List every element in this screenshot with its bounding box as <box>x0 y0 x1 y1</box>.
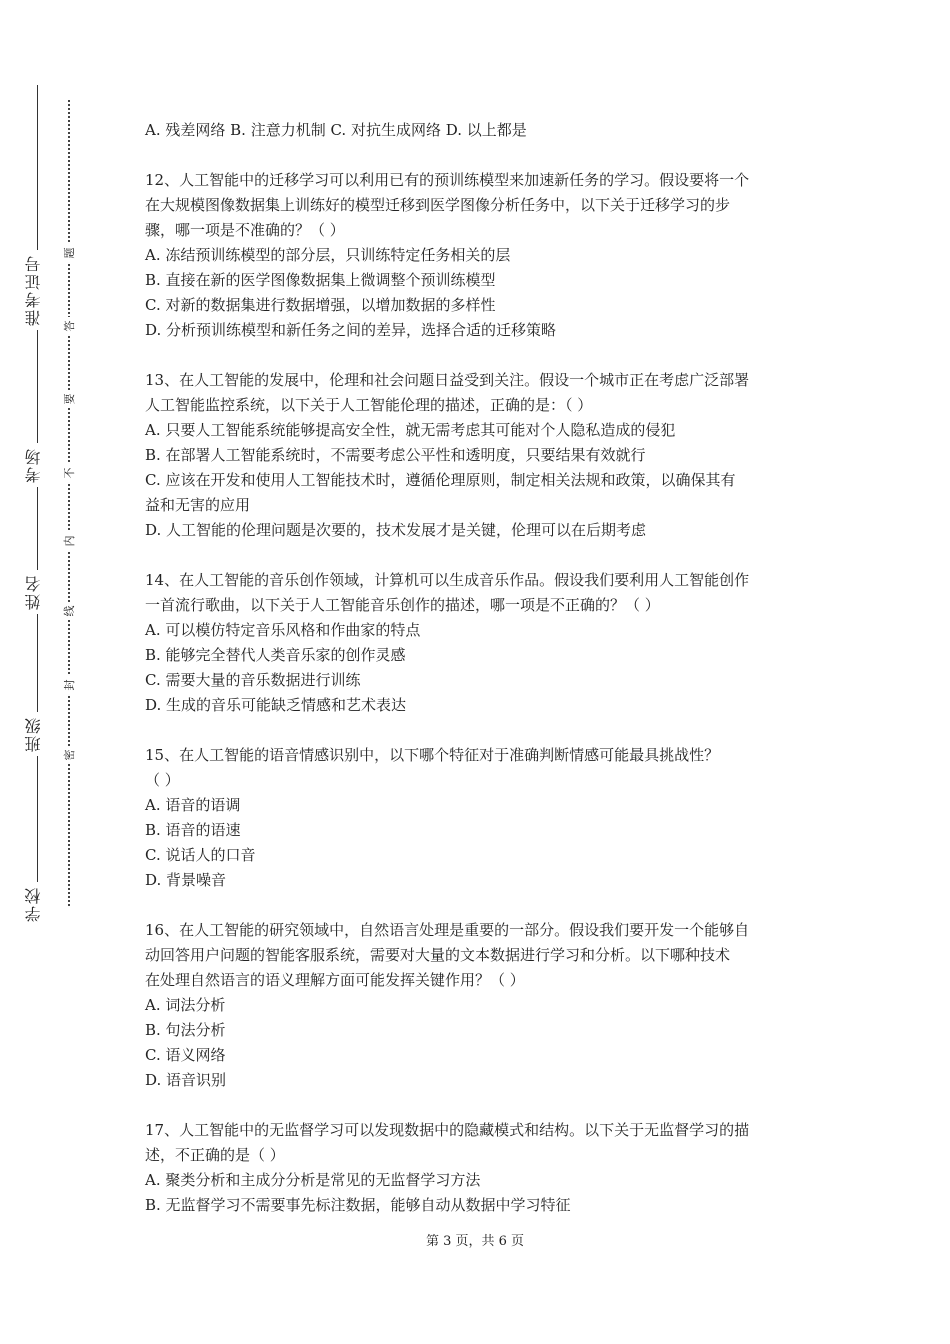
option-b: B. 无监督学习不需要事先标注数据，能够自动从数据中学习特征 <box>145 1196 571 1214</box>
question-stem-line: 在大规模图像数据集上训练好的模型迁移到医学图像分析任务中，以下关于迁移学习的步 <box>145 196 731 214</box>
field-label-exam-room: 考场 <box>22 443 52 487</box>
seal-char-yao: 要 <box>58 390 80 408</box>
option-a: A. 语音的语调 <box>145 796 241 814</box>
option-b: B. 语音的语速 <box>145 821 241 839</box>
question-stem-line: 动回答用户问题的智能客服系统，需要对大量的文本数据进行学习和分析。以下哪种技术 <box>145 946 731 964</box>
question-11-options <box>145 118 815 143</box>
seal-char-nei: 内 <box>58 532 80 550</box>
question-stem-line: 16、在人工智能的研究领域中，自然语言处理是重要的一部分。假设我们要开发一个能够自 <box>145 921 750 939</box>
question-stem-line: 骤，哪一项是不准确的？（ ） <box>145 221 345 239</box>
option-d: D. 分析预训练模型和新任务之间的差异，选择合适的迁移策略 <box>145 321 557 339</box>
option-a: A. 聚类分析和主成分分析是常见的无监督学习方法 <box>145 1171 481 1189</box>
option-c: C. 对新的数据集进行数据增强，以增加数据的多样性 <box>145 296 496 314</box>
question-stem-line: 13、在人工智能的发展中，伦理和社会问题日益受到关注。假设一个城市正在考虑广泛部署 <box>145 371 750 389</box>
option-c: C. 说话人的口音 <box>145 846 256 864</box>
option-b: B. 句法分析 <box>145 1021 226 1039</box>
option-a: A. 冻结预训练模型的部分层，只训练特定任务相关的层 <box>145 246 511 264</box>
question-stem-line: 一首流行歌曲，以下关于人工智能音乐创作的描述，哪一项是不正确的？（ ） <box>145 596 660 614</box>
option-c: C. 语义网络 <box>145 1046 226 1064</box>
option-a: A. 只要人工智能系统能够提高安全性，就无需考虑其可能对个人隐私造成的侵犯 <box>145 421 676 439</box>
seal-char-da: 答 <box>58 317 80 335</box>
option-d: D. 背景噪音 <box>145 871 227 889</box>
field-label-name: 姓名 <box>22 570 52 614</box>
question-stem-line: （ ） <box>145 771 180 789</box>
option-b: B. 能够完全替代人类音乐家的创作灵感 <box>145 646 406 664</box>
question-stem-line: 12、人工智能中的迁移学习可以利用已有的预训练模型来加速新任务的学习。假设要将一个 <box>145 171 750 189</box>
option-b: B. 在部署人工智能系统时，不需要考虑公平性和透明度，只要结果有效就行 <box>145 446 646 464</box>
field-label-class: 班级 <box>22 712 52 756</box>
question-content <box>145 118 815 1243</box>
question-15 <box>145 743 815 893</box>
question-stem-line: 14、在人工智能的音乐创作领域，计算机可以生成音乐作品。假设我们要利用人工智能创作 <box>145 571 750 589</box>
seal-char-ti: 题 <box>58 244 80 262</box>
question-16 <box>145 918 815 1093</box>
option-a: A. 词法分析 <box>145 996 226 1014</box>
seal-char-mi: 密 <box>58 746 80 764</box>
option-c-continued: 益和无害的应用 <box>145 496 251 514</box>
question-12 <box>145 168 815 343</box>
option-d: D. 生成的音乐可能缺乏情感和艺术表达 <box>145 696 407 714</box>
seal-char-bu: 不 <box>58 464 80 482</box>
option-a: A. 可以模仿特定音乐风格和作曲家的特点 <box>145 621 421 639</box>
option-d: D. 语音识别 <box>145 1071 227 1089</box>
binding-solid-line <box>37 85 38 905</box>
seal-char-feng: 封 <box>58 676 80 694</box>
question-17 <box>145 1118 815 1218</box>
seal-char-xian: 线 <box>58 602 80 620</box>
option-d: D. 人工智能的伦理问题是次要的，技术发展才是关键，伦理可以在后期考虑 <box>145 521 647 539</box>
question-line: A. 残差网络 B. 注意力机制 C. 对抗生成网络 D. 以上都是 <box>145 121 527 139</box>
question-stem-line: 人工智能监控系统，以下关于人工智能伦理的描述，正确的是：（ ） <box>145 396 593 414</box>
question-stem-line: 17、人工智能中的无监督学习可以发现数据中的隐藏模式和结构。以下关于无监督学习的描 <box>145 1121 750 1139</box>
question-stem-line: 在处理自然语言的语义理解方面可能发挥关键作用？（ ） <box>145 971 525 989</box>
field-label-exam-number: 准考证号 <box>22 250 52 330</box>
question-14 <box>145 568 815 718</box>
field-label-school: 学校 <box>22 882 52 926</box>
option-c: C. 应该在开发和使用人工智能技术时，遵循伦理原则，制定相关法规和政策，以确保其有 <box>145 471 736 489</box>
option-b: B. 直接在新的医学图像数据集上微调整个预训练模型 <box>145 271 496 289</box>
page-number: 第 3 页，共 6 页 <box>425 1234 525 1249</box>
question-stem-line: 15、在人工智能的语音情感识别中，以下哪个特征对于准确判断情感可能最具挑战性？ <box>145 746 720 764</box>
seal-dotted-line <box>68 100 70 906</box>
binding-margin <box>0 0 110 1344</box>
question-13 <box>145 368 815 543</box>
option-c: C. 需要大量的音乐数据进行训练 <box>145 671 361 689</box>
question-stem-line: 述，不正确的是（ ） <box>145 1146 285 1164</box>
